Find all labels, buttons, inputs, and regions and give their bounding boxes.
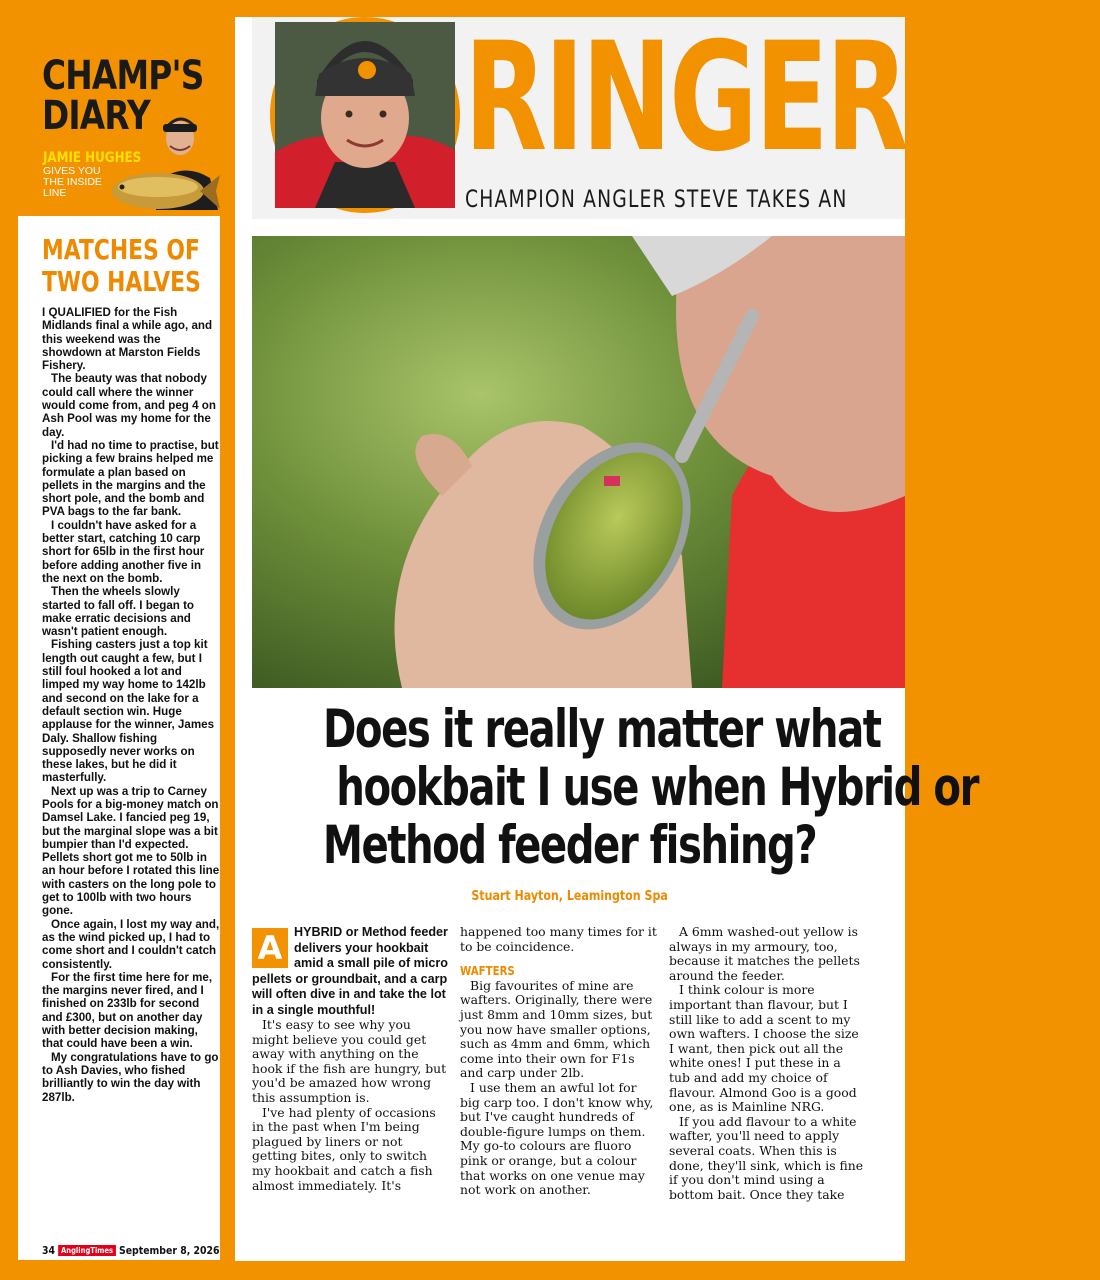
diary-title-line: CHAMP'S: [42, 53, 204, 99]
question-line: Does it really matter what: [323, 699, 881, 760]
columnist-name: JAMIE HUGHES: [43, 150, 142, 166]
diary-heading: [42, 233, 201, 298]
title-band: [252, 11, 1100, 219]
diary-header: [0, 0, 220, 216]
diary-paragraph: Once again, I lost my way and, as the wind picked up, I had to come short and I couldn't catch consistently.: [42, 917, 220, 971]
method-feeder-photo: [252, 236, 905, 688]
article-paragraph: A 6mm washed-out yellow is always in my armoury, too, because it matches the pellets around the feeder.: [669, 924, 860, 983]
page-number: 34: [42, 1244, 56, 1257]
sidebar-column: [0, 0, 220, 1280]
question-line: Method feeder fishing?: [323, 815, 817, 876]
drop-cap: A: [252, 928, 288, 968]
article-question: [235, 699, 978, 876]
diary-paragraph: For the first time here for me, the margins never fired, and I finished on 233lb for second and £300, but on another day with better decision making, that could have been a win.: [42, 970, 213, 1051]
main-article-page: [235, 11, 1100, 1261]
publication-logo: AnglingTimes: [58, 1245, 115, 1256]
question-line: hookbait I use when Hybrid or: [336, 757, 978, 818]
diary-heading-line: TWO HALVES: [42, 265, 201, 298]
section-subhead: WAFTERS: [460, 964, 515, 979]
article-paragraph: I think colour is more important than flavour, but I still like to add a scent to my own wafters. I choose the size I want, then pick out all the white ones! I put these in a tub and add my choice of flavour. Almond Goo is a good one, as is Mainline NRG.: [669, 982, 859, 1115]
article-paragraph: If you add flavour to a white wafter, you'll need to apply several coats. When this is done, they'll sink, which is fine if you don't mind using a bottom bait. Once they take: [669, 1113, 864, 1202]
diary-paragraph: I'd had no time to practise, but picking a few brains helped me formulate a plan based on pellets in the margins and the short pole, and the bomb and PVA bags to the far bank.: [42, 438, 219, 519]
diary-text: [42, 306, 220, 1104]
diary-paragraph: The beauty was that nobody could call where the winner would come from, and peg 4 on Ash Pool was my home for the day.: [42, 372, 216, 439]
issue-date: September 8, 2026: [118, 1244, 220, 1257]
diary-paragraph: I QUALIFIED for the Fish Midlands final a while ago, and this weekend was the showdown at Marston Fields Fishery.: [42, 306, 213, 373]
diary-title-line: DIARY: [42, 93, 150, 139]
article-byline: Stuart Hayton, Leamington Spa: [471, 889, 669, 904]
article-paragraph: Big favourites of mine are wafters. Originally, there were just 8mm and 10mm sizes, but you now have smaller options, such as 4mm and 6mm, which come into their own for F1s and carp under 2lb.: [460, 977, 653, 1081]
columnist-tagline: GIVES YOU THE INSIDE LINE: [43, 165, 102, 199]
article-paragraph: I use them an awful lot for big carp too. I don't know why, but I've caught hundreds of double-figure lumps on them. My go-to colours are fluoro pink or orange, but a colour that works on one venue may not work on another.: [460, 1079, 654, 1198]
steve-ringer-avatar: [270, 17, 460, 213]
diary-paragraph: Then the wheels slowly started to fall off. I began to make erratic decisions and wasn't patient enough.: [42, 585, 195, 639]
article-column-2: [460, 925, 658, 1198]
page-folio: [42, 1244, 220, 1257]
diary-paragraph: My congratulations have to go to Ash Davies, who fished brilliantly to win the day with 287lb.: [42, 1050, 219, 1104]
feature-title: RINGER TO: [464, 11, 1100, 185]
diary-paragraph: Fishing casters just a top kit length out caught a few, but I still foul hooked a lot and limped my way home to 142lb and second on the lake for a default section win. Huge applause for the winner, James Daly. Shallow fishing supposedly never works on these lakes, but he did it masterfully.: [42, 638, 215, 785]
column-2-lead: happened too many times for it to be coincidence.: [460, 924, 657, 954]
diary-body: [18, 216, 220, 1260]
article-paragraph: It's easy to see why you might believe you could get away with anything on the hook if the fish are hungry, but you'd be amazed how wrong this assumption is.: [252, 1017, 447, 1105]
diary-paragraph: Next up was a trip to Carney Pools for a big-money match on Damsel Lake. I fancied peg 19, but the marginal slope was a bit bumpier than I'd expected. Pellets short got me to 50lb in an hour before I rotated this line with casters on the long pole to get to 100lb with two hours gone.: [42, 784, 220, 918]
carp-fish-image: [108, 165, 220, 215]
diary-heading-line: MATCHES OF: [42, 233, 200, 266]
article-intro: HYBRID or Method feeder delivers your hookbait amid a small pile of micro pellets or groundbait, and a carp will often dive in and take the lot in a single mouthful!: [252, 925, 448, 1017]
article-column-3: [669, 925, 865, 1202]
article-column-1: [252, 925, 448, 1193]
feature-subtitle: CHAMPION ANGLER STEVE TAKES AN: [465, 185, 848, 213]
diary-paragraph: I couldn't have asked for a better start, catching 10 carp short for 65lb in the first hour before adding another five in the next on the bomb.: [42, 518, 205, 585]
article-paragraph: I've had plenty of occasions in the past when I'm being plagued by liners or not getting bites, only to switch my hookbait and catch a fish almost immediately. It's: [252, 1104, 436, 1193]
